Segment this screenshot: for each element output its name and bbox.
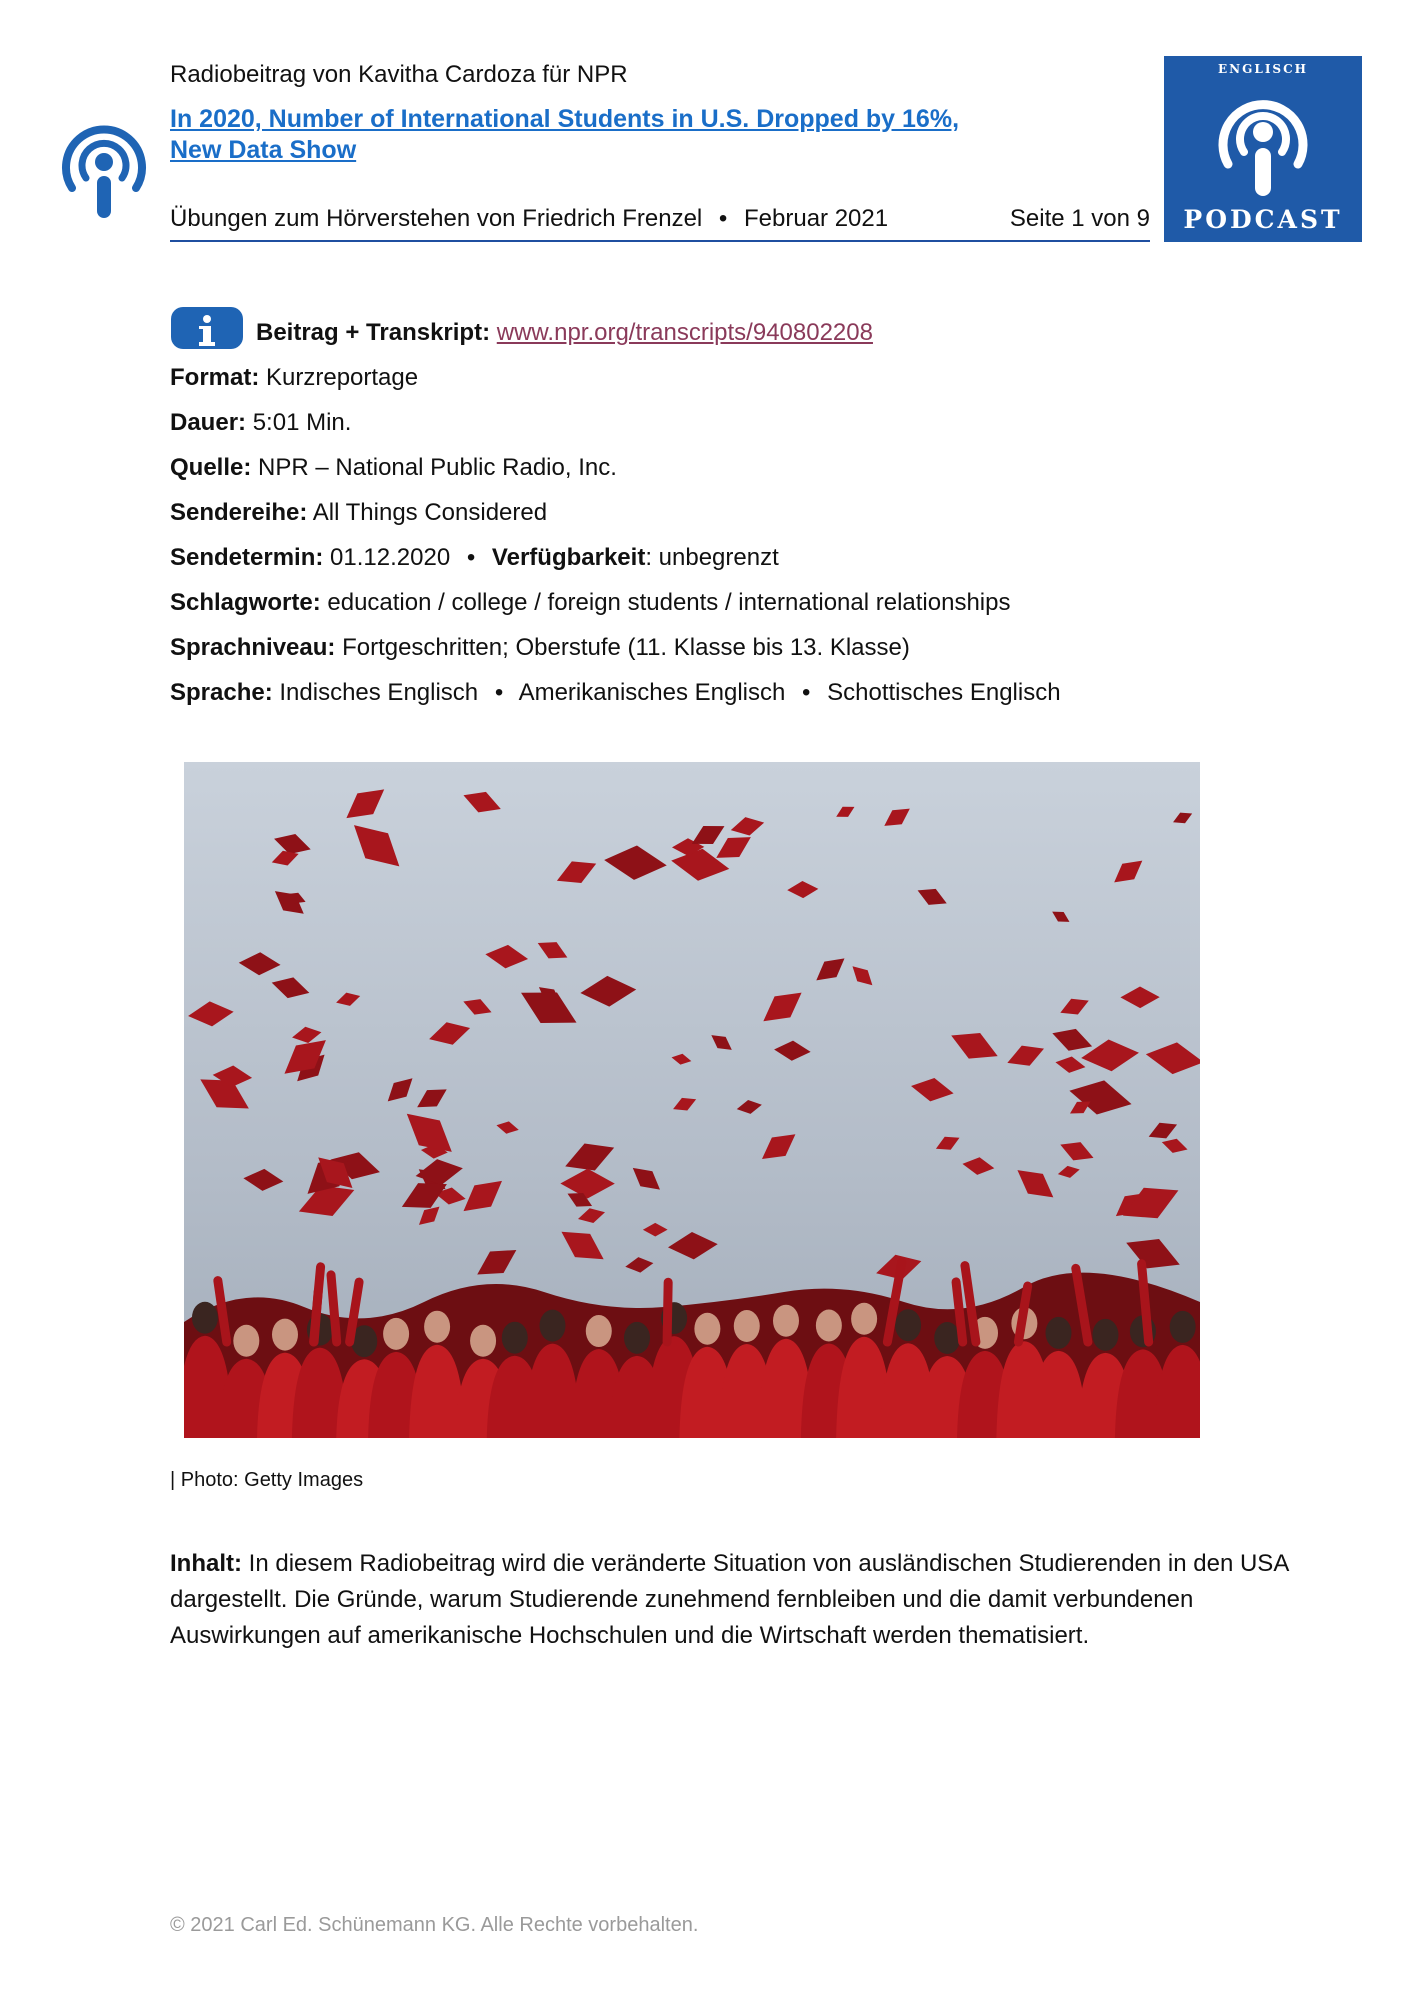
issue-date: Februar 2021 [744, 205, 889, 232]
series-label: Sendereihe: [170, 499, 308, 526]
duration-row [170, 400, 1170, 445]
bullet: • [718, 205, 728, 232]
source-row [170, 445, 1170, 490]
bullet: • [494, 679, 504, 706]
duration-label: Dauer: [170, 409, 247, 436]
level-value: Fortgeschritten; Oberstufe (11. Klasse bis 13. Klasse) [342, 634, 910, 661]
podcast-icon [58, 118, 150, 224]
content-text: In diesem Radiobeitrag wird die veränderte Situation von ausländischen Studierenden in den USA dargestellt. Die Gründe, warum Studierende zunehmend fernbleiben und die damit verbundenen Auswirkungen auf amerikanische Hochschulen und die Wirtschaft werden thematisiert. [170, 1550, 1288, 1649]
airdate-value: 01.12.2020 [330, 544, 451, 571]
source-value: NPR – National Public Radio, Inc. [258, 454, 617, 481]
language-value: Indisches Englisch [279, 679, 479, 706]
airdate-row [170, 535, 1170, 580]
language-value: Amerikanisches Englisch [518, 679, 786, 706]
language-label: Sprache: [170, 679, 273, 706]
englisch-podcast-logo [1164, 56, 1362, 242]
logo-bottom-label: PODCAST [1183, 205, 1343, 234]
photo-caption: | Photo: Getty Images [170, 1469, 364, 1491]
availability-label: Verfügbarkeit [491, 544, 646, 571]
info-block [170, 310, 1170, 715]
content-label: Inhalt: [170, 1550, 242, 1577]
content-summary [170, 1546, 1300, 1654]
logo-podcast-icon [1214, 82, 1312, 200]
airdate-label: Sendetermin: [170, 544, 324, 571]
level-row [170, 625, 1170, 670]
source-label: Quelle: [170, 454, 252, 481]
transcript-label: Beitrag + Transkript: [256, 319, 491, 346]
logo-top-label: ENGLISCH [1218, 62, 1308, 76]
header-divider [170, 240, 1150, 242]
format-row [170, 355, 1170, 400]
transcript-row [170, 310, 1170, 355]
series-row [170, 490, 1170, 535]
exercise-line: Übungen zum Hörverstehen von Friedrich Frenzel [170, 205, 703, 232]
keywords-label: Schlagworte: [170, 589, 321, 616]
source-line: Radiobeitrag von Kavitha Cardoza für NPR [170, 61, 628, 88]
format-label: Format: [170, 364, 260, 391]
copyright-footer: © 2021 Carl Ed. Schünemann KG. Alle Rechte vorbehalten. [170, 1914, 699, 1936]
page-header [170, 60, 1150, 232]
keywords-row [170, 580, 1170, 625]
article-title-link[interactable]: In 2020, Number of International Students in U.S. Dropped by 16%, New Data Show [170, 105, 960, 164]
page-number: Seite 1 von 9 [1009, 205, 1150, 232]
series-value: All Things Considered [312, 499, 548, 526]
keywords-value: education / college / foreign students / international relationships [327, 589, 1011, 616]
language-value: Schottisches Englisch [827, 679, 1061, 706]
level-label: Sprachniveau: [170, 634, 336, 661]
duration-value: 5:01 Min. [252, 409, 352, 436]
transcript-link[interactable]: www.npr.org/transcripts/940802208 [496, 319, 873, 346]
bullet: • [802, 679, 811, 706]
availability-value: : unbegrenzt [645, 544, 779, 571]
graduation-photo [184, 762, 1200, 1438]
bullet: • [466, 544, 476, 571]
language-row [170, 670, 1170, 715]
format-value: Kurzreportage [266, 364, 419, 391]
info-icon [170, 306, 244, 350]
exercise-meta [170, 204, 1150, 234]
